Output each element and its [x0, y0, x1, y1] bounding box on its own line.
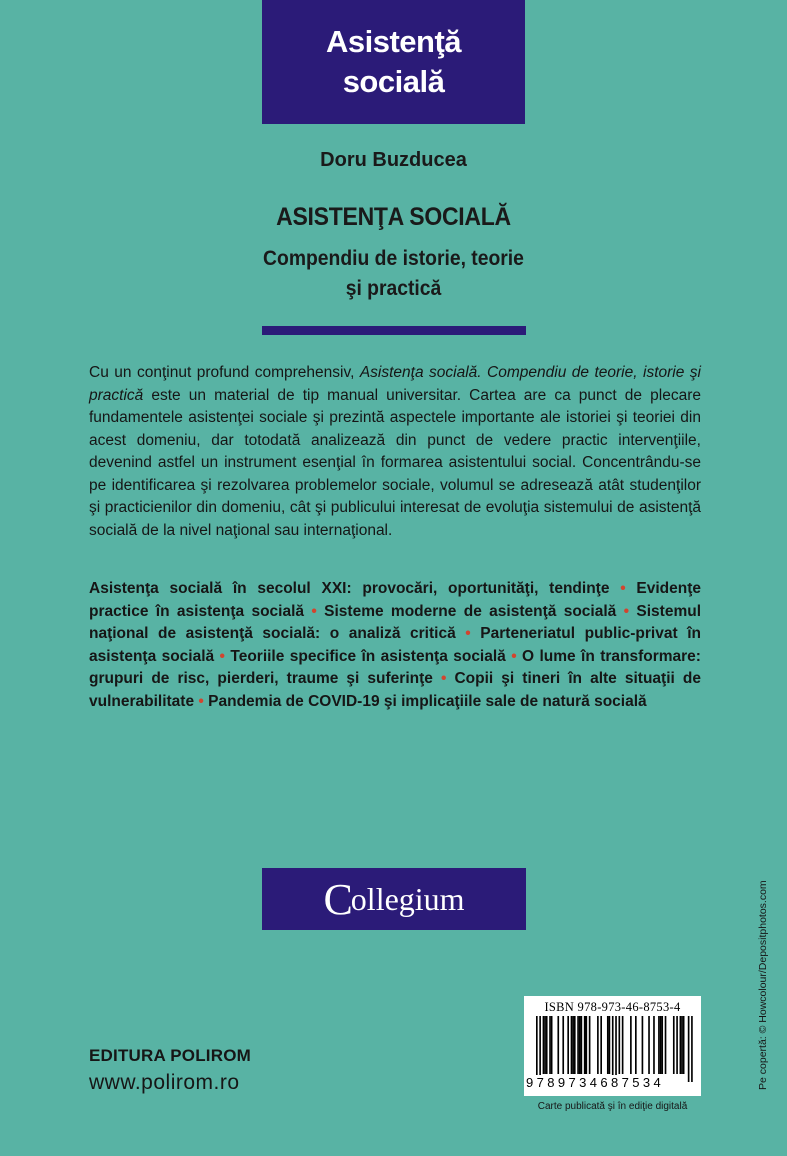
barcode-bar	[642, 1016, 644, 1074]
barcode-bars	[528, 1016, 698, 1082]
topic-item: Parteneriatul public-privat în asistenţa socială	[89, 625, 701, 665]
bullet-separator: •	[198, 692, 204, 710]
book-title: ASISTENŢA SOCIALĂ	[276, 203, 511, 231]
topic-item: Evidenţe practice în asistenţa socială	[89, 580, 702, 620]
topic-item: O lume în transformare: grupuri de risc, pierderi, traume şi suferinţe	[89, 647, 701, 687]
barcode-bar	[635, 1016, 637, 1074]
collegium-rest: ollegium	[350, 880, 465, 917]
topic-item: Asistenţa socială în secolul XXI: provocări, oportunităţi, tendinţe	[89, 580, 610, 597]
barcode-bar	[676, 1016, 678, 1074]
barcode-bar	[653, 1016, 655, 1074]
topic-item: Sisteme moderne de asistenţă socială	[324, 602, 617, 620]
barcode-bar	[683, 1016, 685, 1074]
barcode-bar	[586, 1016, 588, 1074]
title-divider	[262, 326, 526, 335]
barcode-bar	[660, 1016, 662, 1074]
series-title-line2: socială	[342, 64, 445, 99]
barcode-bar	[609, 1016, 611, 1074]
barcode-guard-bar	[536, 1016, 538, 1082]
barcode-bar	[579, 1016, 581, 1074]
barcode-bar	[661, 1016, 663, 1074]
barcode-bar	[544, 1016, 546, 1074]
barcode-bar	[551, 1016, 553, 1074]
collegium-initial: C	[323, 874, 353, 924]
subtitle-line2: şi practică	[345, 277, 442, 300]
barcode-bar	[581, 1016, 583, 1074]
barcode-bar	[607, 1016, 609, 1074]
barcode-bar	[543, 1016, 545, 1074]
topic-item: Copii şi tineri în alte situaţii de vulnerabilitate	[89, 670, 701, 710]
barcode-bar	[681, 1016, 683, 1074]
description-italic-title: Asistenţa socială. Compendiu de teorie, istorie şi practică	[89, 364, 701, 404]
barcode-bar	[680, 1016, 682, 1074]
barcode-bar	[546, 1016, 548, 1074]
publisher-name: EDITURA POLIROM	[89, 1046, 251, 1065]
topics-list	[89, 578, 701, 713]
barcode-bar	[622, 1016, 624, 1074]
barcode-bar	[577, 1016, 579, 1074]
barcode-guard-bar	[539, 1016, 541, 1082]
description-body: este un material de tip manual universitar. Cartea are ca punct de plecare fundamentele asistenţei sociale şi prezintă aspectele importante ale istoriei şi teoriei din acest domeniu, dar totodată analizează din punct de vedere practic intervenţiile, devenind astfel un instrument esenţial în formarea asistentului social. Concentrându-se pe identificarea şi rezolvarea problemelor sociale, volumul se adresează atât studenţilor şi practicienilor din domeniu, cât şi publicului interesat de evoluţia sistemului de asistenţă socială de la nivel naţional sau internaţional.	[89, 386, 701, 539]
subtitle-line1: Compendiu de istorie, teorie	[263, 247, 524, 270]
digital-edition-note: Carte publicată şi în ediţie digitală	[537, 1101, 688, 1112]
barcode-bar	[562, 1016, 564, 1074]
barcode-bar	[571, 1016, 573, 1074]
author-name: Doru Buzducea	[320, 149, 467, 171]
barcode-bar	[600, 1016, 602, 1074]
topic-item: Pandemia de COVID-19 şi implicaţiile sale de natură socială	[208, 692, 647, 710]
barcode-bar	[584, 1016, 586, 1074]
barcode-bar	[665, 1016, 667, 1074]
collegium-logo	[262, 868, 526, 930]
isbn-label: ISBN 978-973-46-8753-4	[544, 1000, 681, 1014]
description-intro: Cu un conţinut profund comprehensiv,	[89, 364, 360, 381]
book-subtitle	[31, 244, 755, 304]
barcode-bar	[557, 1016, 559, 1074]
barcode-guard-bar	[615, 1016, 617, 1082]
isbn-barcode	[524, 996, 701, 1096]
barcode-digits	[526, 1075, 701, 1090]
barcode-bar	[572, 1016, 574, 1074]
bullet-separator: •	[511, 647, 517, 665]
series-title-box	[262, 0, 525, 124]
cover-credit: Pe copertă: © Howcolour/Depositphotos.com	[757, 880, 769, 1090]
topic-item: Sistemul naţional de asistenţă socială: o analiză critică	[89, 602, 701, 642]
bullet-separator: •	[623, 602, 630, 620]
barcode-bar	[549, 1016, 551, 1074]
bullet-separator: •	[311, 602, 317, 620]
bullet-separator: •	[465, 625, 471, 642]
barcode-bar	[567, 1016, 569, 1074]
barcode-bar	[658, 1016, 660, 1074]
publisher-website: www.polirom.ro	[89, 1071, 240, 1094]
barcode-digits-text: 9789734687534	[526, 1075, 665, 1090]
barcode-guard-bar	[688, 1016, 690, 1082]
barcode-guard-bar	[612, 1016, 614, 1082]
barcode-bar	[597, 1016, 599, 1074]
barcode-bar	[589, 1016, 591, 1074]
barcode-bar	[630, 1016, 632, 1074]
barcode-bar	[648, 1016, 650, 1074]
bullet-separator: •	[440, 670, 447, 687]
book-description	[89, 362, 701, 542]
barcode-bar	[673, 1016, 675, 1074]
series-title-line1: Asistenţă	[325, 24, 462, 59]
barcode-guard-bar	[691, 1016, 693, 1082]
barcode-bar	[619, 1016, 621, 1074]
bullet-separator: •	[219, 647, 225, 665]
topic-item: Teoriile specifice în asistenţa socială	[230, 647, 506, 665]
barcode-bar	[574, 1016, 576, 1074]
bullet-separator: •	[620, 580, 626, 597]
